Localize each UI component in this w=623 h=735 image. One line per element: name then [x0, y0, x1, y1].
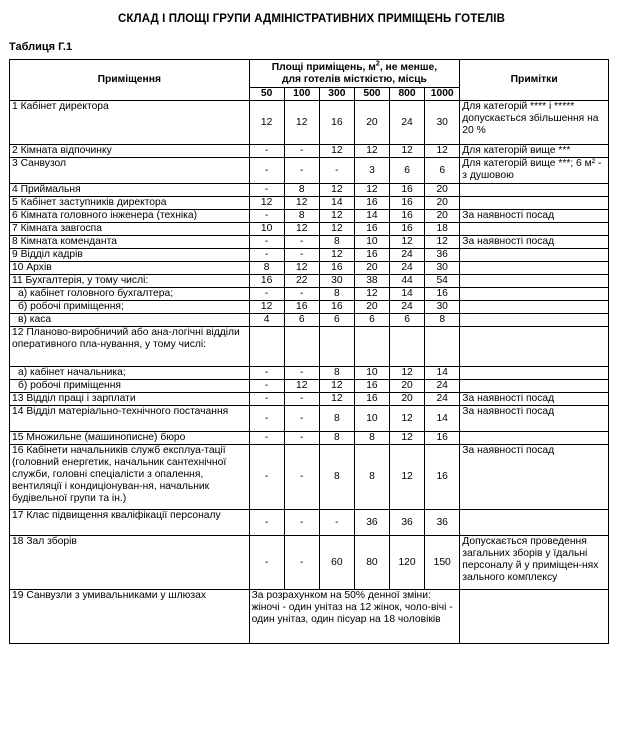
note-cell [460, 262, 609, 275]
area-value-cell: 12 [249, 197, 284, 210]
area-value-cell: - [284, 158, 319, 184]
room-name-cell: 15 Множильне (машинописне) бюро [10, 432, 250, 445]
note-cell: Для категорій **** і ***** допускається збільшення на 20 % [460, 101, 609, 145]
area-value-cell: 12 [354, 288, 389, 301]
table-row [10, 393, 609, 406]
room-name-cell: 12 Планово-виробничий або ана-логічні відділи оперативного пла-нування, у тому числі: [10, 327, 250, 367]
area-value-cell: 20 [390, 380, 425, 393]
area-value-cell: - [249, 184, 284, 197]
capacity-header-800: 800 [390, 88, 425, 101]
area-value-cell: 16 [425, 445, 460, 510]
note-cell: За наявності посад [460, 445, 609, 510]
table-row [10, 536, 609, 590]
area-value-cell: 12 [354, 145, 389, 158]
area-value-cell: - [249, 380, 284, 393]
area-value-cell: 14 [425, 367, 460, 380]
table-row [10, 249, 609, 262]
room-name-cell: в) каса [10, 314, 250, 327]
area-value-cell [284, 327, 319, 367]
area-value-cell: 8 [249, 262, 284, 275]
area-value-cell: - [284, 393, 319, 406]
area-value-cell: 12 [319, 145, 354, 158]
header-area-sup: 2 [375, 60, 380, 68]
area-value-cell: 16 [425, 432, 460, 445]
note-cell [460, 184, 609, 197]
room-name-cell: 8 Кімната коменданта [10, 236, 250, 249]
area-value-cell: 3 [354, 158, 389, 184]
area-value-cell: - [284, 445, 319, 510]
note-cell: За наявності посад [460, 236, 609, 249]
area-value-cell: 8 [284, 210, 319, 223]
note-cell [460, 288, 609, 301]
area-value-cell: 12 [319, 223, 354, 236]
document-title: СКЛАД І ПЛОЩІ ГРУПИ АДМІНІСТРАТИВНИХ ПРИМІЩЕНЬ ГОТЕЛІВ [118, 13, 505, 25]
area-value-cell: 44 [390, 275, 425, 288]
area-value-cell: 30 [425, 101, 460, 145]
area-value-cell: 8 [284, 184, 319, 197]
area-value-cell: 12 [319, 210, 354, 223]
area-value-cell: 6 [425, 158, 460, 184]
note-cell: За наявності посад [460, 406, 609, 432]
area-value-cell: 16 [354, 223, 389, 236]
note-cell [460, 367, 609, 380]
area-value-cell: 30 [425, 301, 460, 314]
area-value-cell: 6 [354, 314, 389, 327]
area-value-cell: 16 [425, 288, 460, 301]
area-value-cell: 10 [354, 236, 389, 249]
area-value-cell: - [249, 406, 284, 432]
room-name-cell: 13 Відділ праці і зарплати [10, 393, 250, 406]
header-notes: Примітки [460, 60, 609, 101]
area-value-cell: - [284, 432, 319, 445]
table-row [10, 380, 609, 393]
area-value-cell: - [249, 445, 284, 510]
area-value-cell: 36 [354, 510, 389, 536]
capacity-header-1000: 1000 [425, 88, 460, 101]
table-row [10, 314, 609, 327]
table-row [10, 301, 609, 314]
rooms-area-table [9, 59, 609, 644]
area-value-cell: - [284, 510, 319, 536]
area-value-cell: - [284, 406, 319, 432]
area-value-cell: 20 [390, 393, 425, 406]
area-value-cell: 24 [390, 101, 425, 145]
area-value-cell: 12 [390, 432, 425, 445]
area-value-cell: 8 [319, 445, 354, 510]
room-name-cell: а) кабінет головного бухгалтера; [10, 288, 250, 301]
area-value-cell: 12 [284, 223, 319, 236]
room-name-cell: 17 Клас підвищення кваліфікації персоналу [10, 510, 250, 536]
area-value-cell: 14 [425, 406, 460, 432]
area-value-cell: - [249, 367, 284, 380]
area-value-cell: 8 [319, 367, 354, 380]
area-value-cell: - [284, 536, 319, 590]
room-name-cell: а) кабінет начальника; [10, 367, 250, 380]
area-value-cell: 12 [425, 236, 460, 249]
note-cell [460, 249, 609, 262]
area-value-cell: 16 [390, 197, 425, 210]
area-value-cell: 60 [319, 536, 354, 590]
area-value-cell: 8 [354, 432, 389, 445]
area-value-cell: 12 [284, 262, 319, 275]
area-value-cell: - [284, 249, 319, 262]
area-value-cell: 24 [390, 301, 425, 314]
room-name-cell: 11 Бухгалтерія, у тому числі: [10, 275, 250, 288]
note-cell [460, 301, 609, 314]
table-row [10, 158, 609, 184]
table-row [10, 445, 609, 510]
area-value-cell: 24 [425, 393, 460, 406]
room-name-cell: 16 Кабінети начальників служб експлуа-тації (головний енергетик, начальник сантехнічної служби, головні спеціалісти з опалення, вентиляції і кондиціонуван-ня, начальник будівельної групи та ін.) [10, 445, 250, 510]
table-row [10, 262, 609, 275]
area-value-cell: 8 [425, 314, 460, 327]
area-value-cell: 16 [390, 184, 425, 197]
capacity-header-50: 50 [249, 88, 284, 101]
table-row [10, 197, 609, 210]
capacity-header-100: 100 [284, 88, 319, 101]
area-value-cell: 16 [284, 301, 319, 314]
area-value-cell: 16 [354, 393, 389, 406]
room-name-cell: 1 Кабінет директора [10, 101, 250, 145]
area-value-cell: 16 [319, 101, 354, 145]
area-value-cell: 24 [390, 262, 425, 275]
area-value-cell: 20 [354, 262, 389, 275]
area-value-cell: 16 [319, 262, 354, 275]
area-value-cell: 22 [284, 275, 319, 288]
room-name-cell: 10 Архів [10, 262, 250, 275]
room-name-cell: 7 Кімната завгоспа [10, 223, 250, 236]
area-value-cell: 8 [319, 432, 354, 445]
note-cell: Для категорій вище *** [460, 145, 609, 158]
area-value-cell: - [284, 145, 319, 158]
area-value-cell: 150 [425, 536, 460, 590]
area-value-cell: 16 [319, 301, 354, 314]
room-name-cell: 6 Кімната головного інженера (техніка) [10, 210, 250, 223]
area-value-cell: 18 [425, 223, 460, 236]
area-value-cell: 54 [425, 275, 460, 288]
merged-requirement-cell: За розрахунком на 50% денної зміни: жіночі - один унітаз на 12 жінок, чоло-вічі - один унітаз, один пісуар на 18 чоловіків [249, 590, 460, 644]
area-value-cell: 12 [354, 184, 389, 197]
area-value-cell: 24 [390, 249, 425, 262]
table-row [10, 432, 609, 445]
area-value-cell: 14 [354, 210, 389, 223]
area-value-cell: 30 [425, 262, 460, 275]
area-value-cell: 120 [390, 536, 425, 590]
area-value-cell: 20 [354, 301, 389, 314]
table-row [10, 288, 609, 301]
table-row [10, 367, 609, 380]
area-value-cell: 8 [319, 288, 354, 301]
room-name-cell: 5 Кабінет заступників директора [10, 197, 250, 210]
table-row [10, 223, 609, 236]
room-name-cell: 4 Приймальня [10, 184, 250, 197]
area-value-cell: 38 [354, 275, 389, 288]
area-value-cell: - [319, 158, 354, 184]
area-value-cell: 12 [319, 184, 354, 197]
area-value-cell: 12 [390, 367, 425, 380]
note-cell: За наявності посад [460, 393, 609, 406]
header-room: Приміщення [10, 60, 250, 101]
note-cell [460, 590, 609, 644]
room-name-cell: 19 Санвузли з умивальниками у шлюзах [10, 590, 250, 644]
area-value-cell: 12 [319, 380, 354, 393]
area-value-cell: 16 [390, 223, 425, 236]
capacity-header-300: 300 [319, 88, 354, 101]
room-name-cell: 14 Відділ матеріально-технічного постачання [10, 406, 250, 432]
area-value-cell: 14 [390, 288, 425, 301]
capacity-header-500: 500 [354, 88, 389, 101]
area-value-cell [319, 327, 354, 367]
area-value-cell: - [284, 236, 319, 249]
note-cell [460, 223, 609, 236]
area-value-cell: 10 [354, 367, 389, 380]
area-value-cell: 36 [425, 249, 460, 262]
table-row [10, 101, 609, 145]
note-cell [460, 327, 609, 367]
table-row [10, 275, 609, 288]
area-value-cell: 20 [354, 101, 389, 145]
note-cell [460, 275, 609, 288]
header-area-line2: для готелів місткістю, місць [281, 73, 427, 85]
room-name-cell: б) робочі приміщення [10, 380, 250, 393]
area-value-cell: 12 [390, 445, 425, 510]
table-row [10, 590, 609, 644]
area-value-cell: 6 [319, 314, 354, 327]
area-value-cell: 12 [284, 380, 319, 393]
note-cell [460, 510, 609, 536]
area-value-cell: - [249, 210, 284, 223]
area-value-cell: 12 [390, 145, 425, 158]
table-row [10, 327, 609, 367]
area-value-cell: 12 [249, 301, 284, 314]
room-name-cell: 18 Зал зборів [10, 536, 250, 590]
area-value-cell: 12 [425, 145, 460, 158]
area-value-cell: - [249, 432, 284, 445]
area-value-cell: - [249, 249, 284, 262]
area-value-cell: - [319, 510, 354, 536]
header-area-line1-end: , не менше, [379, 61, 438, 73]
area-value-cell: - [249, 145, 284, 158]
area-value-cell: 16 [390, 210, 425, 223]
area-value-cell: 8 [354, 445, 389, 510]
area-value-cell: 12 [390, 236, 425, 249]
room-name-cell: 9 Відділ кадрів [10, 249, 250, 262]
area-value-cell: 14 [319, 197, 354, 210]
area-value-cell: 36 [390, 510, 425, 536]
area-value-cell: 24 [425, 380, 460, 393]
note-cell [460, 314, 609, 327]
area-value-cell: - [249, 288, 284, 301]
area-value-cell: 80 [354, 536, 389, 590]
table-row [10, 210, 609, 223]
area-value-cell: - [249, 158, 284, 184]
area-value-cell: 16 [354, 249, 389, 262]
area-value-cell: - [249, 393, 284, 406]
area-value-cell: - [249, 236, 284, 249]
area-value-cell: 16 [354, 380, 389, 393]
area-value-cell: - [249, 536, 284, 590]
table-row [10, 236, 609, 249]
area-value-cell: 20 [425, 210, 460, 223]
area-value-cell: 36 [425, 510, 460, 536]
area-value-cell: 6 [284, 314, 319, 327]
area-value-cell: 16 [249, 275, 284, 288]
room-name-cell: 3 Санвузол [10, 158, 250, 184]
table-body [10, 101, 609, 644]
area-value-cell [390, 327, 425, 367]
area-value-cell: 12 [284, 101, 319, 145]
area-value-cell: 12 [249, 101, 284, 145]
note-cell: Для категорій вище ***; 6 м² - з душовою [460, 158, 609, 184]
area-value-cell [425, 327, 460, 367]
area-value-cell: 6 [390, 314, 425, 327]
header-area-line1: Площі приміщень, м [271, 61, 376, 73]
header-row [10, 60, 609, 88]
table-row [10, 510, 609, 536]
note-cell [460, 432, 609, 445]
area-value-cell [249, 327, 284, 367]
note-cell [460, 197, 609, 210]
table-row [10, 145, 609, 158]
area-value-cell: 4 [249, 314, 284, 327]
area-value-cell: 12 [319, 249, 354, 262]
area-value-cell: 12 [284, 197, 319, 210]
room-name-cell: б) робочі приміщення; [10, 301, 250, 314]
area-value-cell: 16 [354, 197, 389, 210]
area-value-cell: 10 [354, 406, 389, 432]
area-value-cell: 30 [319, 275, 354, 288]
area-value-cell: - [249, 510, 284, 536]
area-value-cell: 10 [249, 223, 284, 236]
room-name-cell: 2 Кімната відпочинку [10, 145, 250, 158]
area-value-cell: 20 [425, 184, 460, 197]
area-value-cell: 12 [390, 406, 425, 432]
note-cell [460, 380, 609, 393]
area-value-cell: 8 [319, 406, 354, 432]
area-value-cell: 20 [425, 197, 460, 210]
area-value-cell: 8 [319, 236, 354, 249]
area-value-cell: 6 [390, 158, 425, 184]
table-row [10, 184, 609, 197]
header-area [249, 60, 460, 88]
note-cell: Допускається проведення загальних зборів у їдальні персоналу й у приміщен-нях зального комплексу [460, 536, 609, 590]
area-value-cell: 12 [319, 393, 354, 406]
table-row [10, 406, 609, 432]
note-cell: За наявності посад [460, 210, 609, 223]
area-value-cell: - [284, 367, 319, 380]
area-value-cell: - [284, 288, 319, 301]
area-value-cell [354, 327, 389, 367]
table-label: Таблиця Г.1 [9, 41, 73, 53]
